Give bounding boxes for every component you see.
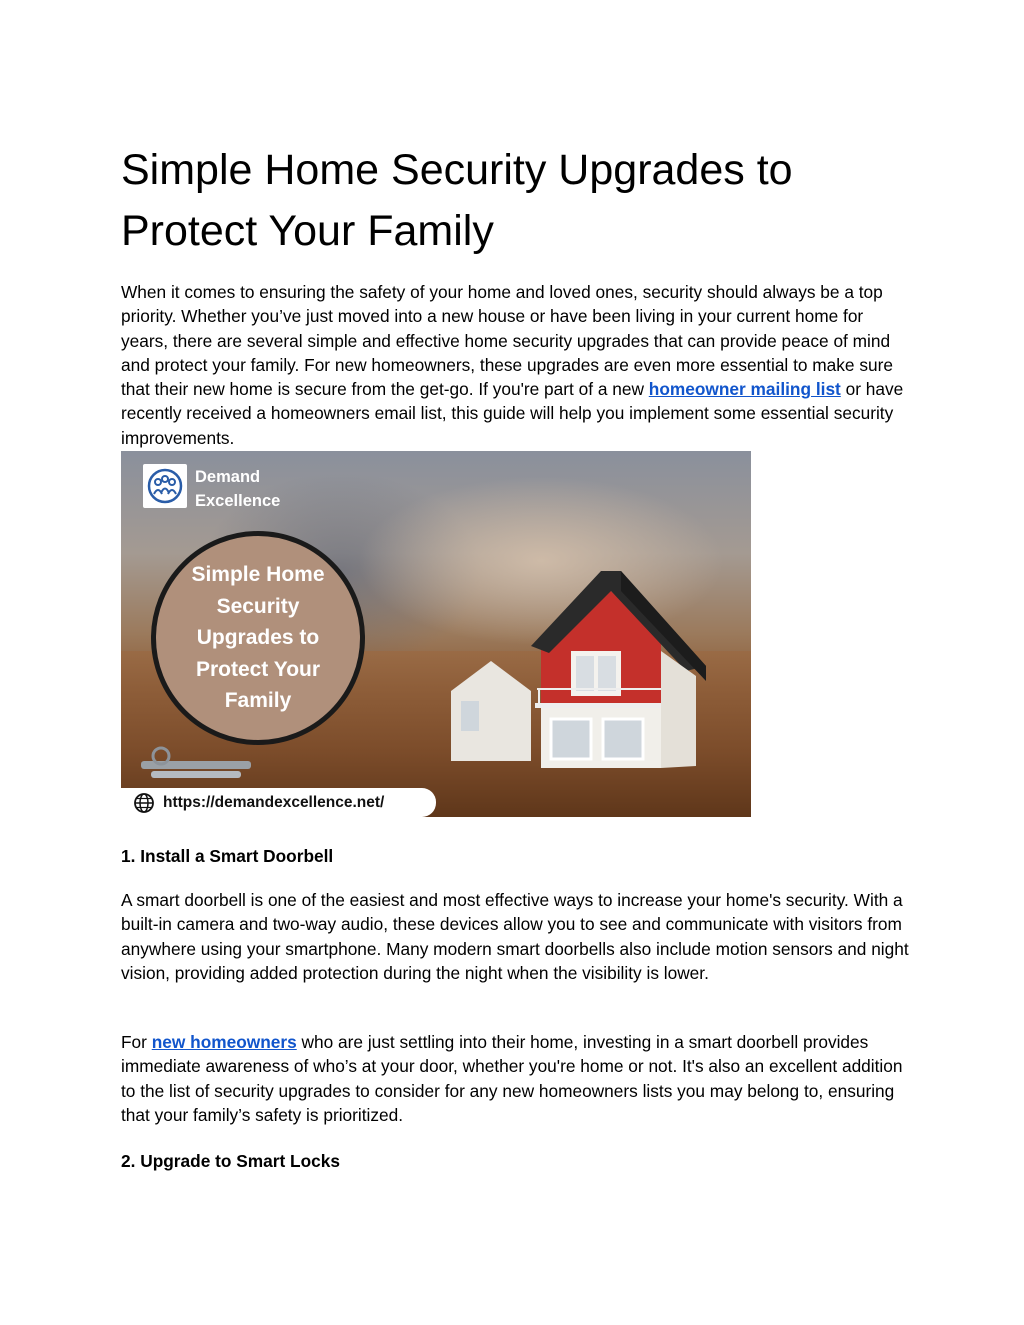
intro-paragraph	[121, 280, 911, 450]
circle-text: Simple Home Security Upgrades to Protect Your Family	[191, 563, 325, 713]
section1-paragraph-2	[121, 1030, 911, 1127]
globe-icon	[133, 792, 155, 814]
hero-image	[121, 451, 751, 817]
homeowner-mailing-list-link[interactable]: homeowner mailing list	[648, 379, 841, 400]
intro-text-end: or have recently received a homeowners email list, this guide will help you implement some essential security improvements.	[121, 379, 904, 448]
new-homeowners-link[interactable]: new homeowners	[151, 1032, 297, 1052]
title-circle	[151, 531, 365, 745]
house-model-icon	[451, 571, 711, 791]
keys-icon	[141, 741, 261, 791]
intro-text-start: When it comes to ensuring the safety of your home and loved ones, security should always be a top priority. Whether you’ve just moved into a new house or have been living in your current home for years, there are several simple and effective home security upgrades that can provide peace of mind and protect your family. For new homeowners, these upgrades are even more essential to make sure that their new home is secure from the get-go. If you're part of a new	[121, 282, 893, 400]
url-text: https://demandexcellence.net/	[163, 793, 385, 811]
p2-text-end: who are just settling into their home, investing in a smart doorbell provides immediate awareness of who’s at your door, whether you're home or not. It's also an excellent addition to the list of security upgrades to consider for any new homeowners lists you may belong to, ensuring that your family’s safety is prioritized.	[121, 1032, 903, 1125]
brand-name	[195, 465, 280, 513]
section1-heading: 1. Install a Smart Doorbell	[121, 846, 334, 866]
url-badge	[121, 788, 436, 817]
page-title: Simple Home Security Upgrades to Protect Your Family	[121, 146, 793, 255]
brand-line-2: Excellence	[195, 492, 281, 510]
p2-text-start: For	[121, 1032, 152, 1052]
brand-line-1: Demand	[195, 468, 261, 486]
section2-heading: 2. Upgrade to Smart Locks	[121, 1151, 340, 1171]
section1-paragraph-1: A smart doorbell is one of the easiest and most effective ways to increase your home's security. With a built-in camera and two-way audio, these devices allow you to see and communicate with visitors from anywhere using your smartphone. Many modern smart doorbells also include motion sensors and night vision, providing added protection during the night when the visibility is lower.	[121, 890, 909, 983]
brand-logo-icon	[143, 464, 187, 508]
